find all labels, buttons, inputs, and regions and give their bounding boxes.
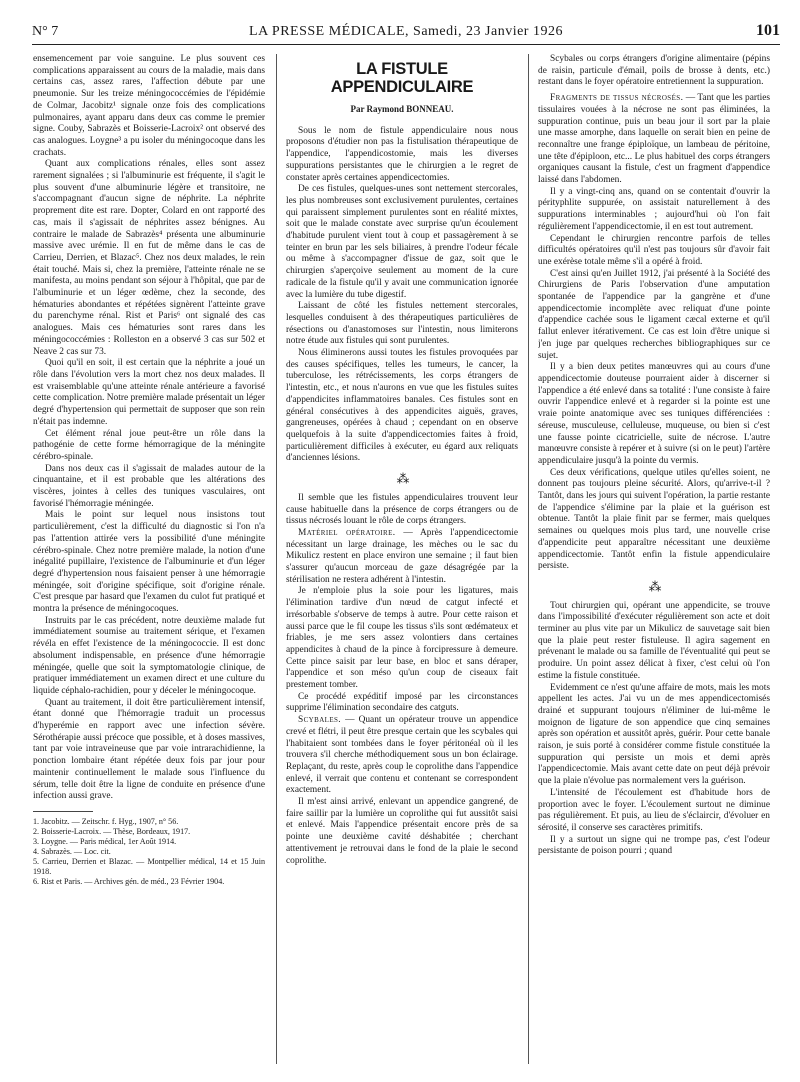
- paragraph: Quant aux complications rénales, elles sont assez rarement signalées ; si l'albuminurie est fréquente, il s'agit le plus souvent d'une albuminurie légère et transitoire, ne s'accompagnant d'aucun signe de néphrite. La néphrite proprement dite est rare. Dopter, Colard en ont rapporté des cas, mais il s'agissait de néphrites assez bénignes. Au contraire le malade de Sabrazès⁴ présenta une albuminurie massive avec urémie. Il en fut de même dans le cas de Carrieu, Derrien, et Blazac⁵. Chez nos deux malades, le rein était touché. Mais si, chez la première, l'atteinte rénale ne se manifesta, au moins pendant son séjour à l'hôpital, que par de l'albuminurie et un léger œdème, chez la seconde, des hématuries abondantes et répétées signèrent l'atteinte grave du parenchyme rénal. Rist et Paris⁶ ont signalé des cas analogues. Mais ces hématuries sont rares dans les méningococcémies : Rolleston en a observé 3 cas sur 502 et Neave 2 cas sur 73.: [33, 159, 265, 357]
- paragraph: Instruits par le cas précédent, notre deuxième malade fut immédiatement soumise au traitement sérique, et l'examen révéla en effet l'existence de la méningococcie. Il est donc absolument indispensable, en présence d'une hémorragie méningée, quelle que soit la symptomatologie clinique, de pratiquer immédiatement un examen direct et une culture du liquide céphalo-rachidien, pour y déceler le méningocoque.: [33, 615, 265, 696]
- paragraph: Quoi qu'il en soit, il est certain que la néphrite a joué un rôle dans l'évolution vers la mort chez nos deux malades. Il est vraisemblable qu'une atteinte rénale antérieure a favorisé cette complication. Notre première malade présentait un léger degré d'hypertension qui permettait de supposer que son rein n'était pas indemne.: [33, 358, 265, 427]
- paragraph: C'est ainsi qu'en Juillet 1912, j'ai présenté à la Société des Chirurgiens de Paris l'observation d'une amputation spontanée de l'appendice par la gangrène et d'une appendicectomie incomplète avec reliquat d'une pointe d'appendice cachée sous le ligament cæcal externe et qu'il fallut enlever itérativement. Ce cas est loin d'être unique si j'en juge par quelques recherches bibliographiques sur ce sujet.: [538, 268, 770, 361]
- paragraph-materiel: Matériel opératoire. — Après l'appendicectomie nécessitant un large drainage, les mèches ou le sac du Mikulicz restent en place environ une semaine ; il faut bien s'assurer qu'aucun morceau de gaze désagrégée par la stérilisation ne restera adhérent à l'intestin.: [286, 527, 518, 585]
- footnote-separator: [33, 811, 93, 812]
- footnote: 1. Jacobitz. — Zeitschr. f. Hyg., 1907, n° 56.: [33, 817, 179, 826]
- footnote: 5. Carrieu, Derrien et Blazac. — Montpellier médical, 14 et 15 Juin 1918.: [33, 857, 265, 876]
- article-byline: Par Raymond BONNEAU.: [350, 104, 454, 114]
- page-number: 101: [756, 22, 780, 39]
- paragraph: Cet élément rénal joue peut-être un rôle dans la pathogénie de cette forme hémorragique de la méningite cérébro-spinale.: [33, 428, 265, 462]
- paragraph: Ce procédé expéditif imposé par les circonstances supprime l'élimination secondaire des catguts.: [286, 691, 518, 714]
- paragraph-fragments: Fragments de tissus nécrosés. — Tant que les parties tissulaires vouées à la nécrose ne sont pas éliminées, la suppuration continue, puis un beau jour il sort par la plaie une masse amorphe, dans laquelle on serait bien en peine de reconnaître une frange épiploïque, un lambeau de péritoine, une tête d'épiploon, etc... Le plus habituel des corps étrangers organiques causant la fistule, c'est un fragment d'appendice laissé dans l'abdomen.: [538, 93, 770, 186]
- paragraph: Il m'est ainsi arrivé, enlevant un appendice gangrené, de faire saillir par la lumière un coprolithe qui fut aussitôt saisi et enlevé. Mais l'appendice présentait encore près de sa pointe une deuxième cavité déshabitée ; cherchant attentivement je retrouvai dans le fond de la plaie le second coprolithe.: [286, 797, 518, 866]
- paragraph: Il y a vingt-cinq ans, quand on se contentait d'ouvrir la pérityphlite suppurée, on assistait naturellement à des suppurations interminables ; aujourd'hui où l'on fait régulièrement l'appendicectomie, il en est tout autrement.: [538, 186, 770, 232]
- paragraph: Sous le nom de fistule appendiculaire nous nous proposons d'étudier non pas la fistulisation thérapeutique de l'appendice, l'appendicostomie, mais les diverses suppurations persistantes que le chirurgien a le regret de constater après certaines appendicectomies.: [286, 125, 518, 183]
- paragraph: Mais le point sur lequel nous insistons tout particulièrement, c'est la difficulté du diagnostic si l'on n'a pas l'attention attirée vers la possibilité d'une méningite cérébro-spinale. Chez notre première malade, la notion d'une inégalité pupillaire, l'existence de l'albuminurie et d'un léger degré d'hypertension nous faisaient penser à une hémorragie méningée, soit d'origine spécifique, soit d'origine rénale. C'est presque par hasard que l'examen du culot fut pratiqué et montra la présence de méningocoques.: [33, 510, 265, 615]
- paragraph-scybales: Scybales. — Quant un opérateur trouve un appendice crevé et flétri, il peut être presque certain que les scybales qui l'habitaient sont tombées dans le foyer péritonéal où il les trouvera s'il cherche méthodiquement sous un bon éclairage. Replaçant, du reste, après coup le coprolithe dans l'appendice enlevé, il verrait que contenu et contenant se correspondent exactement.: [286, 715, 518, 796]
- paragraph-text: Tant que les parties tissulaires vouées à la nécrose ne sont pas éliminées, la suppuration continue, puis un beau jour il sort par la plaie une masse amorphe, dans laquelle on serait bien en peine de reconnaître une frange épiploïque, un lambeau de péritoine, une tête d'épiploon, etc... Le plus habituel des corps étrangers organiques causant la fistule, c'est un fragment d'appendice laissé dans l'abdomen.: [538, 93, 770, 186]
- subheading-scybales: Scybales.: [298, 715, 342, 726]
- paragraph: Quant au traitement, il doit être particulièrement intensif, étant donné que l'hémorragie traduit un processus d'hyperémie en rapport avec une infection sévère. Sérothérapie aussi précoce que possible, et à doses massives, tant par voie intraveineuse que par voie intrarachidienne, la ponction lombaire étant répétée deux fois par jour pour maintenir continuellement le malade sous l'influence du sérum, telle doit être la ligne de conduite en présence d'une infection aussi grave.: [33, 697, 265, 802]
- paragraph-text: Quant un opérateur trouve un appendice crevé et flétri, il peut être presque certain que les scybales qui l'habitaient sont tombées dans le foyer péritonéal où il les trouvera s'il cherche méthodiquement sous un bon éclairage. Replaçant, du reste, après coup le coprolithe dans l'appendice enlevé, il verrait que contenu et contenant se correspondent exactement.: [286, 715, 518, 796]
- paragraph: Laissant de côté les fistules nettement stercorales, lesquelles conduisent à des thérapeutiques particulières de résections ou d'anastomoses sur l'intestin, nous limiterons notre étude aux fistules qui sont purulentes.: [286, 301, 518, 347]
- footnote: 6. Rist et Paris. — Archives gén. de méd., 23 Février 1904.: [33, 877, 225, 886]
- paragraph: ensemencement par voie sanguine. Le plus souvent ces complications apparaissent au cours de la maladie, mais dans certains cas, assez rares, l'affection débute par une pneumonie. Sur les treize méningococcémies de l'épidémie de Colmar, Jacobitz¹ signale onze fois des complications pulmonaires, ayant apparu dans deux cas comme le premier signe. Couby, Sabrazès et Boisserie-Lacroix² ont observé des cas analogues. Loygne³ a pu isoler du méningocoque dans les crachats.: [33, 54, 265, 158]
- paragraph: Nous éliminerons aussi toutes les fistules provoquées par des causes spécifiques, telles les tumeurs, le cancer, la tuberculose, les rétrécissements, les corps étrangers de l'intestin, etc., et nous n'aurons en vue que les fistules suites d'appendicites inflammatoires banales. Ces fistules sont en général consécutives à des appendicites aiguës, graves, gangreneuses, opérées à chaud ; cependant on en observe quelquefois à la suite d'appendicectomies faites à froid, particulièrement difficiles à exécuter, eu égard aux reliquats d'anciennes lésions.: [286, 348, 518, 464]
- issue-number: N° 7: [32, 24, 59, 39]
- column-middle: [286, 54, 518, 1064]
- column-rule-right: [528, 54, 529, 1064]
- article-title: LA FISTULE APPENDICULAIRE: [330, 60, 474, 96]
- paragraph: Cependant le chirurgien rencontre parfois de telles difficultés opératoires qu'il n'est pas toujours sûr d'avoir fait une exérèse totale même s'il a opéré à froid.: [538, 233, 770, 267]
- paragraph: Scybales ou corps étrangers d'origine alimentaire (pépins de raisin, particule d'émail, poils de brosse à dents, etc.) restant dans le foyer opératoire entretiennent la suppuration.: [538, 54, 770, 88]
- paragraph: Evidemment ce n'est qu'une affaire de mots, mais les mots appellent les actes. J'ai vu un de mes appendicectomisés drainé et suppurant toujours n'éliminer de lui-même le moignon de ligature de son appendice que cinq semaines après son opération et aussitôt après, guérir. Pour cette banale raison, je suis porté à considérer comme fistule constituée la suppuration qui persiste un mois et demi après l'appendicectomie. Mais avant cette date on peut déjà prévoir que la plaie n'évolue pas normalement vers la guérison.: [538, 682, 770, 787]
- subheading-materiel: Matériel opératoire.: [298, 527, 396, 538]
- footnote: 3. Loygne. — Paris médical, 1er Août 1914.: [33, 837, 177, 846]
- paragraph: Dans nos deux cas il s'agissait de malades autour de la cinquantaine, et il est probable que les altérations des viscères, jointes à celles des tuniques vasculaires, ont favorisé l'hémorragie méningée.: [33, 463, 265, 509]
- paragraph: L'intensité de l'écoulement est d'habitude hors de proportion avec le foyer. L'écoulement surtout ne diminue pas régulièrement. Et puis, au lieu de s'éclaircir, d'évoluer en sérosité, il conserve ses caractères primitifs.: [538, 787, 770, 833]
- section-divider-asterism: ⁂: [396, 471, 408, 487]
- column-left: [33, 54, 265, 1064]
- footnote: 2. Boisserie-Lacroix. — Thèse, Bordeaux, 1917.: [33, 827, 191, 836]
- section-divider-asterism: ⁂: [648, 578, 660, 594]
- paragraph: Tout chirurgien qui, opérant une appendicite, se trouve dans l'impossibilité d'exécuter régulièrement son acte et doit terminer au plus vite par un Mikulicz de sauvetage sait bien que la plaie peut rester fistuleuse. Il agira sagement en prévenant le malade ou sa famille de l'éventualité qui peut se produire. Un point assez délicat à fixer, c'est celui où l'on estime la fistule constituée.: [538, 600, 770, 681]
- page-header: [32, 24, 780, 45]
- column-rule-left: [276, 54, 277, 1064]
- paragraph: Je n'emploie plus la soie pour les ligatures, mais l'élimination tardive d'un nœud de catgut infecté et irrésorbable s'observe de temps à autre. Pour cette raison et aussi parce que le fil coupe les tissus s'ils sont œdémateux et friables, je me sers assez volontiers dans certaines appendicites à chaud de la pince à forcipressure à demeure. Cette pince saisit par leur base, en bloc et sans déraper, l'appendice et son méso qu'un coup de ciseaux fait prestement tomber.: [286, 586, 518, 691]
- paragraph: Ces deux vérifications, quelque utiles qu'elles soient, ne donnent pas toujours pleine sécurité. Alors, qu'arrive-t-il ? Tantôt, dans les jours qui suivent l'opération, la partie restante de l'appendice s'élimine par la plaie et la guérison est obtenue. Tantôt la plaie finit par se fermer, mais quelques semaines ou quelques mois plus tard, une nouvelle crise d'appendicite peut apparaître nécessitant une deuxième appendicectomie. Tantôt enfin la fistule appendiculaire persiste.: [538, 467, 770, 572]
- footnote: 4. Sabrazès. — Loc. cit.: [33, 847, 111, 856]
- paragraph: Il semble que les fistules appendiculaires trouvent leur cause habituelle dans la présence de corps étrangers ou de tissus nécrosés louant le rôle de corps étrangers.: [286, 492, 518, 527]
- paragraph: De ces fistules, quelques-unes sont nettement stercorales, les plus nombreuses sont exclusivement purulentes, certaines qui paraissent simplement purulentes sont en réalité mixtes, soit que le malade constate avec surprise qu'un écoulement d'habitude purulent vient tout à coup et passagèrement à se teinter en brun par les sels biliaires, à prendre l'odeur fécale ou même à s'accompagner d'issue de gaz, soit que le chirurgien s'aperçoive seulement au moment de la cure radicale de la fistule qu'il y avait une communication ignorée avec la lumière du tube digestif.: [286, 184, 518, 300]
- paragraph: Il y a surtout un signe qui ne trompe pas, c'est l'odeur persistante de poison pourri ; quand: [538, 834, 770, 857]
- paragraph-text: Après l'appendicectomie nécessitant un large drainage, les mèches ou le sac du Mikulicz restent en place environ une semaine ; il faut bien s'assurer qu'aucun morceau de gaze désagrégée par la stérilisation ne restera adhérent à l'intestin.: [286, 527, 518, 585]
- subheading-fragments: Fragments de tissus nécrosés.: [550, 93, 684, 104]
- paragraph: Il y a bien deux petites manœuvres qui au cours d'une appendicectomie douteuse pourraient aider à discerner si l'appendice a été enlevé dans sa totalité : l'une consiste à faire ouvrir l'appendice enlevé et à regarder si la pointe est une vraie pointe anatomique avec ses tuniques différenciées : séreuse, musculeuse, celluleuse, muqueuse, ou bien si c'est une fausse pointe cicatricielle, suite de nécrose. L'autre manœuvre consiste à repérer et à suivre (si on le peut) l'artère appendiculaire jusqu'à la pointe du vermis.: [538, 362, 770, 466]
- column-right: [538, 54, 770, 1064]
- journal-title: LA PRESSE MÉDICALE, Samedi, 23 Janvier 1926: [249, 24, 563, 39]
